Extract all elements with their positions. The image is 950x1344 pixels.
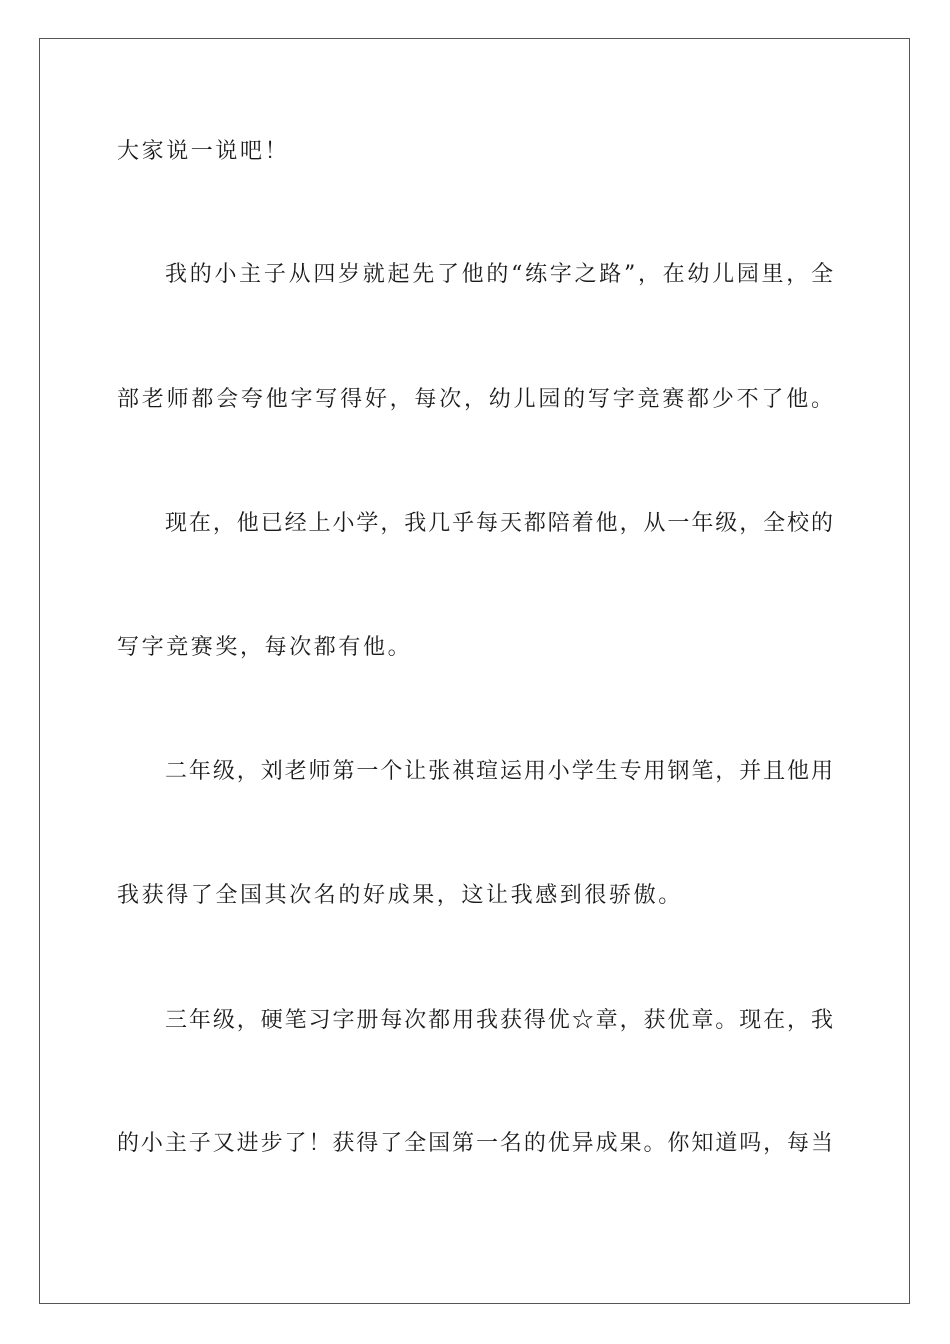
paragraph-3-line-2: 我获得了全国其次名的好成果，这让我感到很骄傲。 [117,883,683,908]
paragraph-3-line-1: 二年级，刘老师第一个让张祺瑄运用小学生专用钢笔，并且他用 [165,759,833,784]
page-border [39,38,910,1304]
paragraph-2-line-1: 现在，他已经上小学，我几乎每天都陪着他，从一年级，全校的 [165,511,833,536]
paragraph-2-line-2: 写字竞赛奖，每次都有他。 [117,635,413,660]
text-line-1: 大家说一说吧！ [117,139,290,164]
paragraph-4-line-2: 的小主子又进步了！获得了全国第一名的优异成果。你知道吗，每当 [117,1131,833,1156]
paragraph-1-line-1: 我的小主子从四岁就起先了他的“练字之路”，在幼儿园里，全 [165,262,833,287]
paragraph-4-line-1: 三年级，硬笔习字册每次都用我获得优☆章，获优章。现在，我 [165,1008,833,1033]
paragraph-1-line-2: 部老师都会夸他字写得好，每次，幼儿园的写字竞赛都少不了他。 [117,387,833,412]
